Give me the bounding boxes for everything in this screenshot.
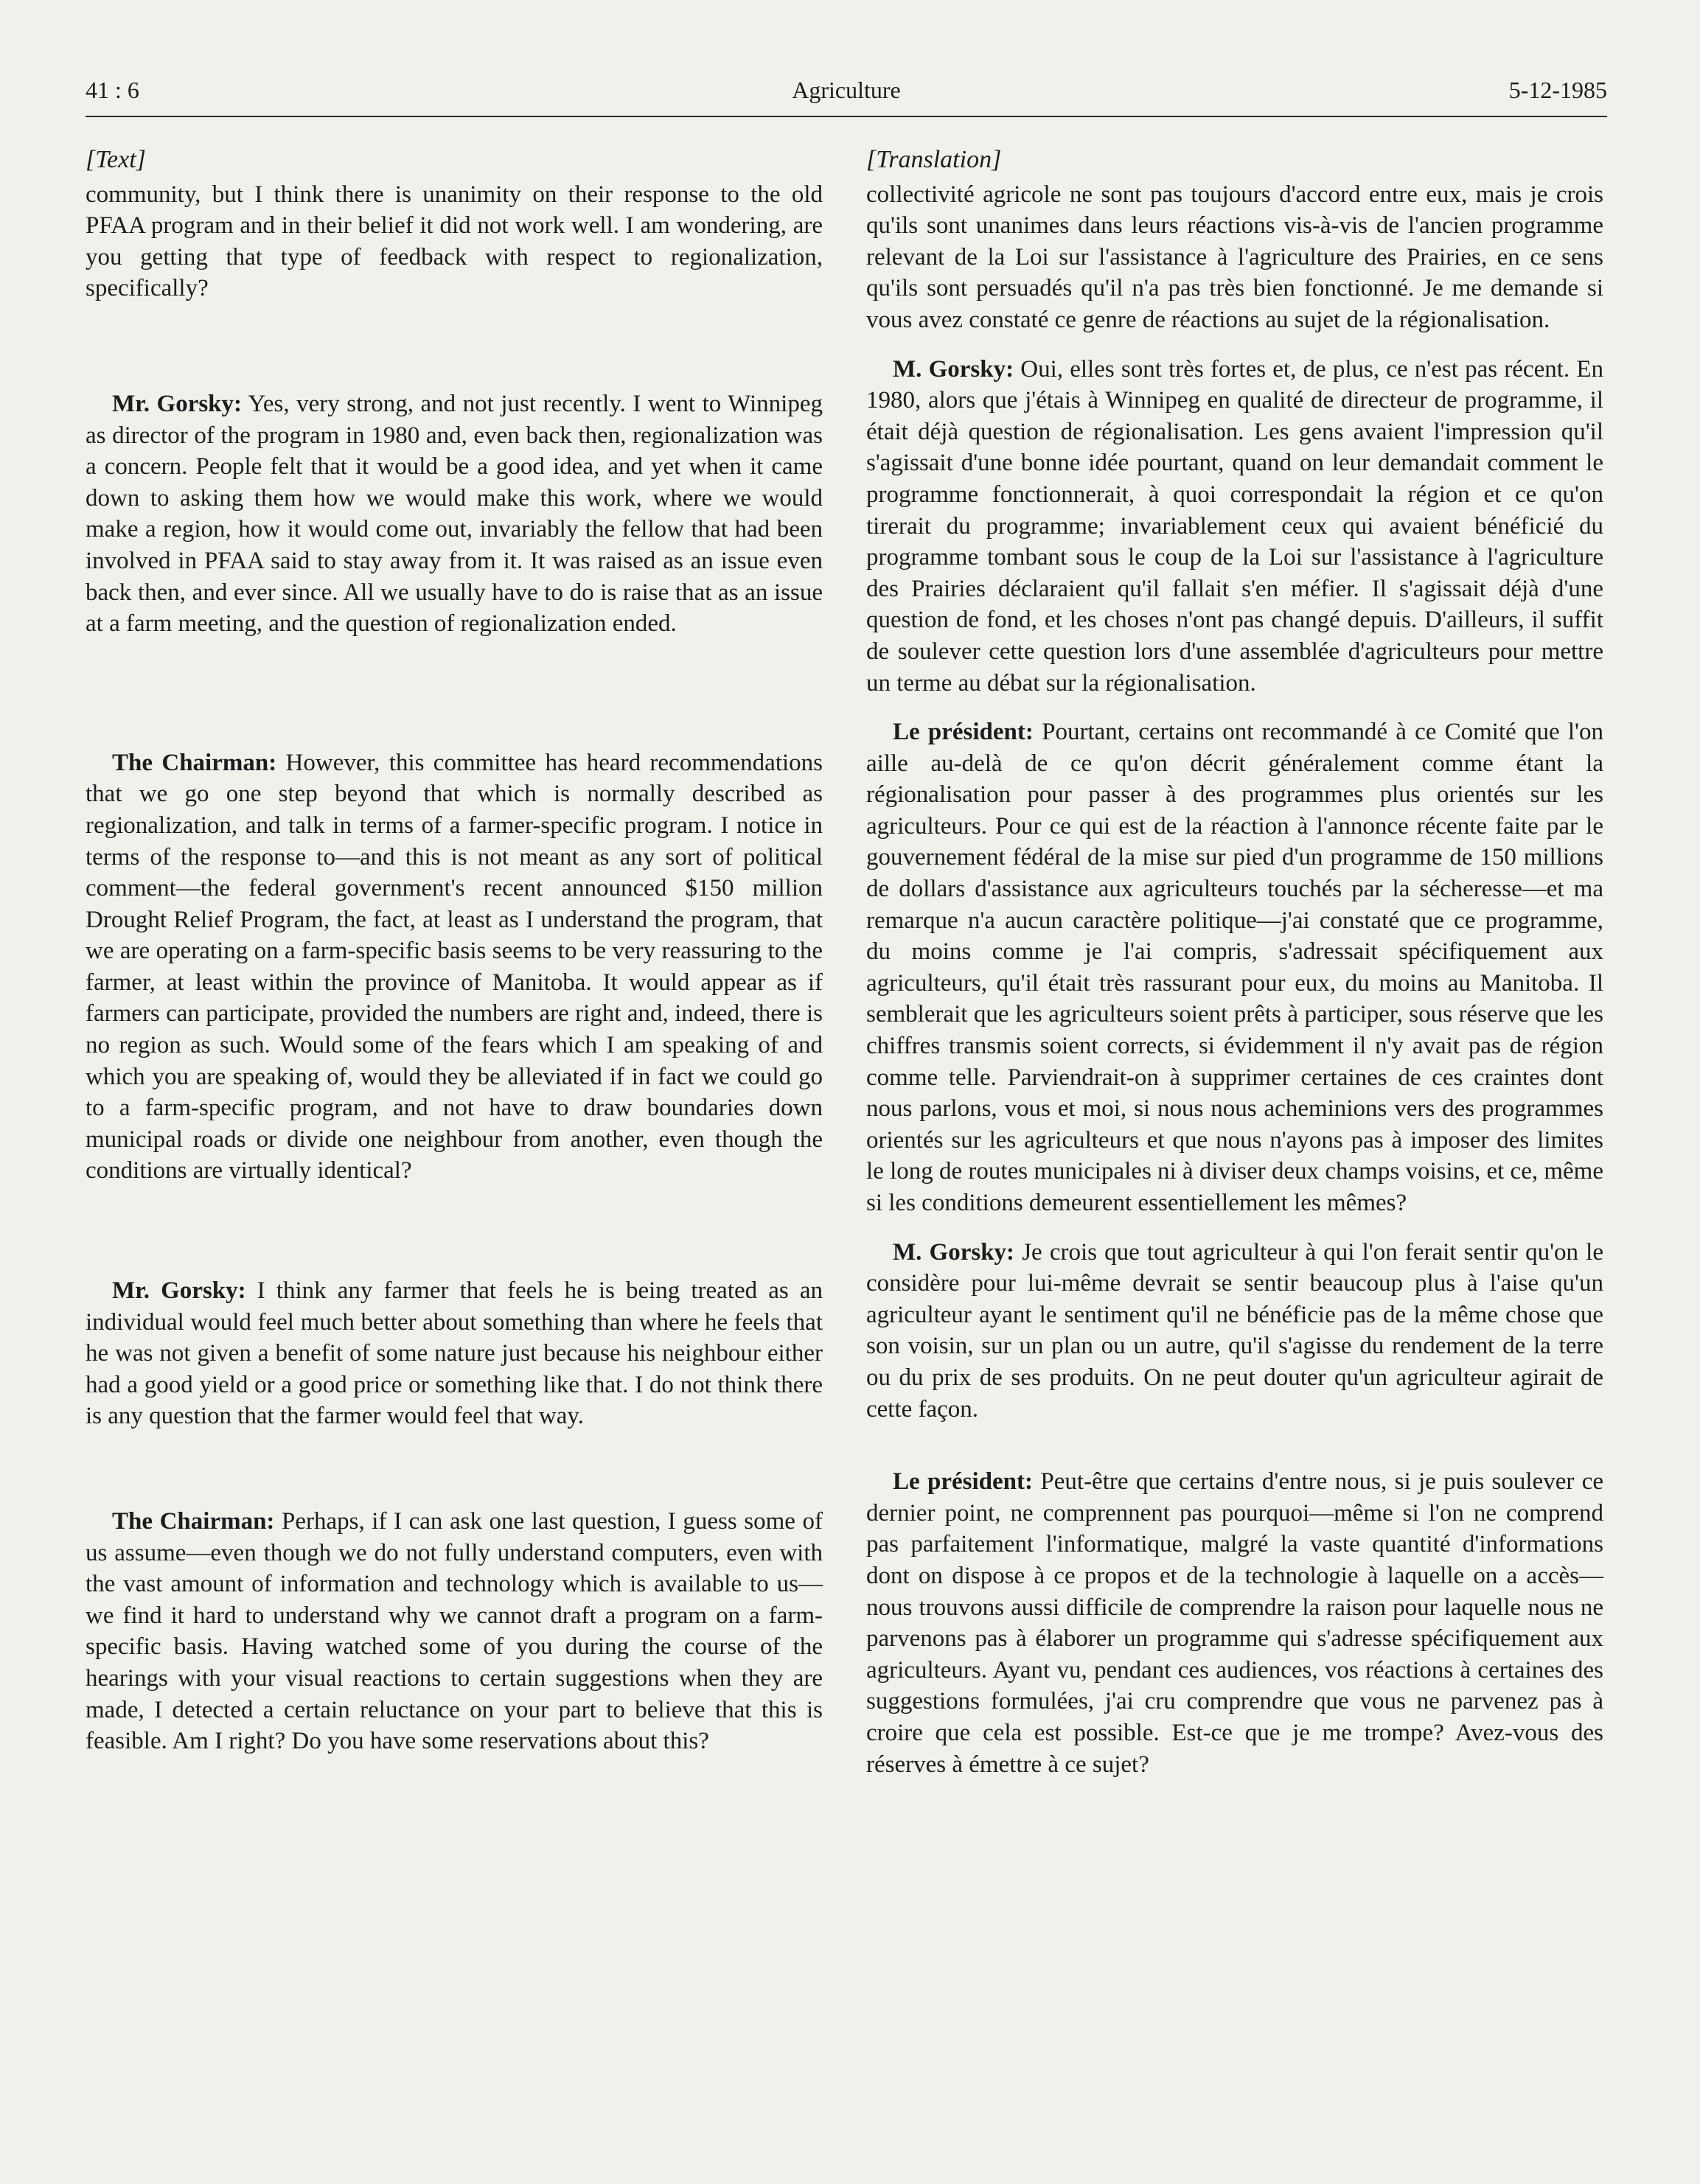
page-header [86, 77, 1607, 118]
header-rule [86, 116, 1607, 117]
paragraph-text: Oui, elles sont très fortes et, de plus, ce n'est pas récent. En 1980, alors que j'étais à Winnipeg en qualité de directeur de programme, il était déjà question de régionalisation. Les gens avaient l'impression qu'il s'agissait d'une bonne idée pourtant, quand on leur demandait comment le programme fonctionnerait, à quoi correspondait la région et ce qu'on tirerait du programme; invariablement ceux qui avaient bénéficié du programme tombant sous le coup de la Loi sur l'assistance à l'agriculture des Prairies déclaraient qu'il fallait s'en méfier. Il s'agissait déjà d'une question de fond, et les choses n'ont pas changé depuis. D'ailleurs, il suffit de soulever cette question lors d'une assemblée d'agriculteurs pour mettre un terme au débat sur la régionalisation. [866, 355, 1603, 697]
translation-label: [Translation] [866, 146, 1002, 173]
text-label: [Text] [86, 146, 146, 173]
transcript-paragraph [86, 1275, 823, 1432]
speaker-name: M. Gorsky: [893, 355, 1014, 383]
page-number: 41 : 6 [86, 77, 139, 103]
continuation-paragraph: collectivité agricole ne sont pas toujours d'accord entre eux, mais je crois qu'ils sont unanimes dans leurs réactions vis-à-vis de l'ancien programme relevant de la Loi sur l'assistance à l'agriculture des Prairies, en ce sens qu'ils sont persuadés qu'il n'a pas très bien fonctionné. Je me demande si vous avez constaté ce genre de réactions au sujet de la régionalisation. [866, 181, 1603, 333]
paragraph-text: I think any farmer that feels he is being treated as an individual would feel much better about something than where he feels that he was not given a benefit of some nature just because his neighbour either had a good yield or a good price or something like that. I do not think there is any question that the farmer would feel that way. [86, 1277, 823, 1430]
paragraph-text: Yes, very strong, and not just recently. I went to Winnipeg as director of the program in 1980 and, even back then, regionalization was a concern. People felt that it would be a good idea, and yet when it came down to asking them how we would make this work, where we would make a region, how it would come out, invariably the fellow that had been involved in PFAA said to stay away from it. It was raised as an issue even back then, and ever since. All we usually have to do is raise that as an issue at a farm meeting, and the question of regionalization ended. [86, 390, 823, 638]
paragraph-text: Pourtant, certains ont recommandé à ce Comité que l'on aille au-delà de ce qu'on décrit généralement comme étant la régionalisation pour passer à des programmes plus orientés sur les agriculteurs. Pour ce qui est de la réaction à l'annonce récente faite par le gouvernement fédéral de la mise sur pied d'un programme de 150 millions de dollars d'assistance aux agriculteurs touchés par la sécheresse—et ma remarque n'a aucun caractère politique—j'ai constaté que ce programme, du moins comme je l'ai compris, s'adressait spécifiquement aux agriculteurs, qu'il était très rassurant pour eux, du moins au Manitoba. Il semblerait que les agriculteurs soient prêts à participer, sous réserve que les chiffres transmis soient corrects, si évidemment il n'y avait pas de région comme telle. Parviendrait-on à supprimer certaines de ces craintes dont nous parlons, vous et moi, si nous nous acheminions vers des programmes orientés sur les agriculteurs et que nous n'ayons pas à imposer des limites le long de routes municipales ni à diviser deux champs voisins, et ce, même si les conditions demeurent essentiellement les mêmes? [866, 719, 1603, 1216]
transcript-paragraph [86, 1506, 823, 1757]
speaker-name: Le président: [893, 1468, 1034, 1496]
transcript-paragraph [866, 1466, 1603, 1780]
speaker-name: Mr. Gorsky: [112, 1277, 246, 1305]
transcript-paragraph [86, 747, 823, 1187]
speaker-name: Mr. Gorsky: [112, 390, 243, 417]
paragraph-text: Peut-être que certains d'entre nous, si je puis soulever ce dernier point, ne comprennent pas pourquoi—même si l'on ne comprend pas parfaitement l'informatique, malgré la vaste quantité d'informations dont on dispose à ce propos et de la technologie à laquelle on a accès—nous trouvons aussi difficile de comprendre la raison pour laquelle nous ne parvenons pas à élaborer un programme qui s'adresse spécifiquement aux agriculteurs. Ayant vu, pendant ces audiences, vos réactions à certaines des suggestions formulées, j'ai cru comprendre que vous ne parvenez pas à croire que cela est possible. Est-ce que je me trompe? Avez-vous des réserves à émettre à ce sujet? [866, 1468, 1604, 1778]
speaker-name: The Chairman: [112, 1508, 275, 1535]
transcript-paragraph [866, 716, 1603, 1219]
paragraph-text: Perhaps, if I can ask one last question, I guess some of us assume—even though we do not fully understand computers, even with the vast amount of information and technology which is available to us—we find it hard to understand why we cannot draft a program on a farm-specific basis. Having watched some of you during the course of the hearings with your visual reactions to certain suggestions when they are made, I detected a certain reluctance on your part to believe that this is feasible. Am I right? Do you have some reservations about this? [86, 1508, 823, 1755]
english-column [86, 144, 823, 1757]
speaker-name: The Chairman: [112, 749, 277, 776]
continuation-paragraph: community, but I think there is unanimity on their response to the old PFAA program and in their belief it did not work well. I am wondering, are you getting that type of feedback with respect to regionalization, specifically? [86, 181, 823, 302]
transcript-paragraph [866, 1237, 1603, 1426]
transcript-paragraph [866, 354, 1603, 699]
speaker-name: M. Gorsky: [893, 1238, 1015, 1266]
transcript-paragraph [86, 388, 823, 640]
header-date: 5-12-1985 [1508, 77, 1607, 103]
paragraph-text: Je crois que tout agriculteur à qui l'on ferait sentir qu'on le considère pour lui-même devrait se sentir beaucoup plus à l'aise qu'un agriculteur ayant le sentiment qu'il ne bénéficie pas de la même chose que son voisin, sur un plan ou un autre, qu'il s'agisse du rendement de la terre ou du prix de ses produits. On ne peut douter qu'un agriculteur agirait de cette façon. [866, 1238, 1603, 1423]
running-title: Agriculture [792, 77, 901, 103]
speaker-name: Le président: [893, 719, 1034, 746]
french-column [866, 144, 1603, 1780]
paragraph-text: However, this committee has heard recommendations that we go one step beyond that which is normally described as regionalization, and talk in terms of a farmer-specific program. I notice in terms of the response to—and this is not meant as any sort of political comment—the federal government's recent announced $150 million Drought Relief Program, the fact, at least as I understand the program, that we are operating on a farm-specific basis seems to be very reassuring to the farmer, at least within the province of Manitoba. It would appear as if farmers can participate, provided the numbers are right and, indeed, there is no region as such. Would some of the fears which I am speaking of and which you are speaking of, would they be alleviated if in fact we could go to a farm-specific program, and not have to draw boundaries down municipal roads or divide one neighbour from another, even though the conditions are virtually identical? [86, 749, 823, 1185]
